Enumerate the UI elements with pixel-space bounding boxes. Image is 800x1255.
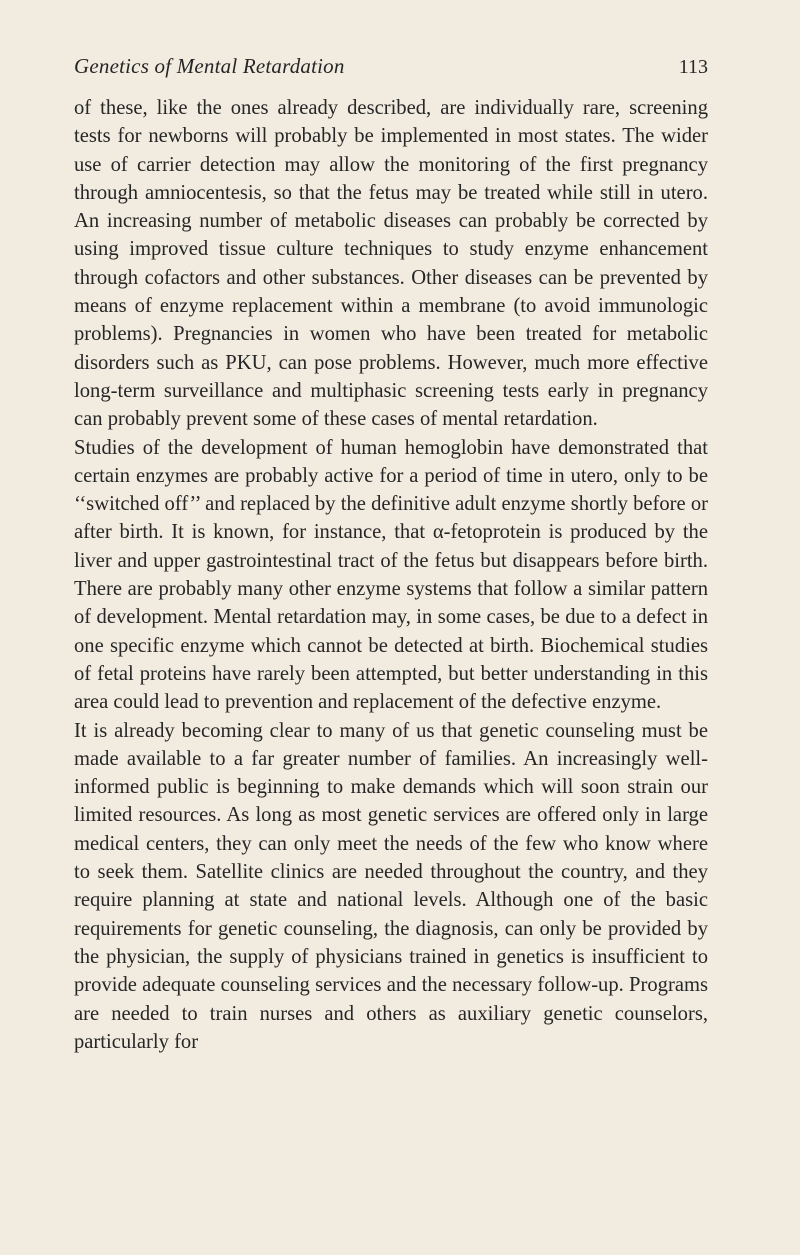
paragraph-continued: of these, like the ones already described, are individually rare, screening tests for newborns will probably be implemented in most states. The wider use of carrier detection may allow the monitoring of the first pregnancy through amniocentesis, so that the fetus may be treated while still in utero. An increasing number of metabolic diseases can probably be corrected by using improved tissue culture techniques to study enzyme enhancement through cofactors and other substances. Other diseases can be prevented by means of enzyme replacement within a membrane (to avoid immunologic problems). Pregnancies in women who have been treated for metabolic disorders such as PKU, can pose problems. However, much more effective long-term surveillance and multiphasic screening tests early in pregnancy can probably prevent some of these cases of mental retardation.: [74, 97, 708, 431]
running-head: [74, 52, 708, 88]
running-title: Genetics of Mental Retardation: [74, 54, 345, 78]
body-text: [74, 94, 708, 1056]
book-page: [74, 52, 708, 1056]
paragraph-genetic-counseling: It is already becoming clear to many of us that genetic counseling must be made available to a far greater number of families. An increasingly well-informed public is beginning to make demands which will soon strain our limited resources. As long as most genetic services are offered only in large medical centers, they can only meet the needs of the few who know where to seek them. Satellite clinics are needed throughout the country, and they require planning at state and national levels. Although one of the basic requirements for genetic counseling, the diagnosis, can only be provided by the physician, the supply of physicians trained in genetics is insufficient to provide adequate counseling services and the necessary follow-up. Programs are needed to train nurses and others as auxiliary genetic counselors, particularly for: [74, 719, 708, 1053]
page-number: 113: [678, 56, 708, 78]
paragraph-fetal-enzymes: Studies of the development of human hemoglobin have demonstrated that certain enzymes are probably active for a period of time in utero, only to be ‘‘switched off’’ and replaced by the definitive adult enzyme shortly before or after birth. It is known, for instance, that α-fetoprotein is produced by the liver and upper gastrointestinal tract of the fetus but disappears before birth. There are probably many other enzyme systems that follow a similar pattern of development. Mental retardation may, in some cases, be due to a defect in one specific enzyme which cannot be detected at birth. Biochemical studies of fetal proteins have rarely been attempted, but better understanding in this area could lead to prevention and replacement of the defective enzyme.: [74, 436, 708, 714]
